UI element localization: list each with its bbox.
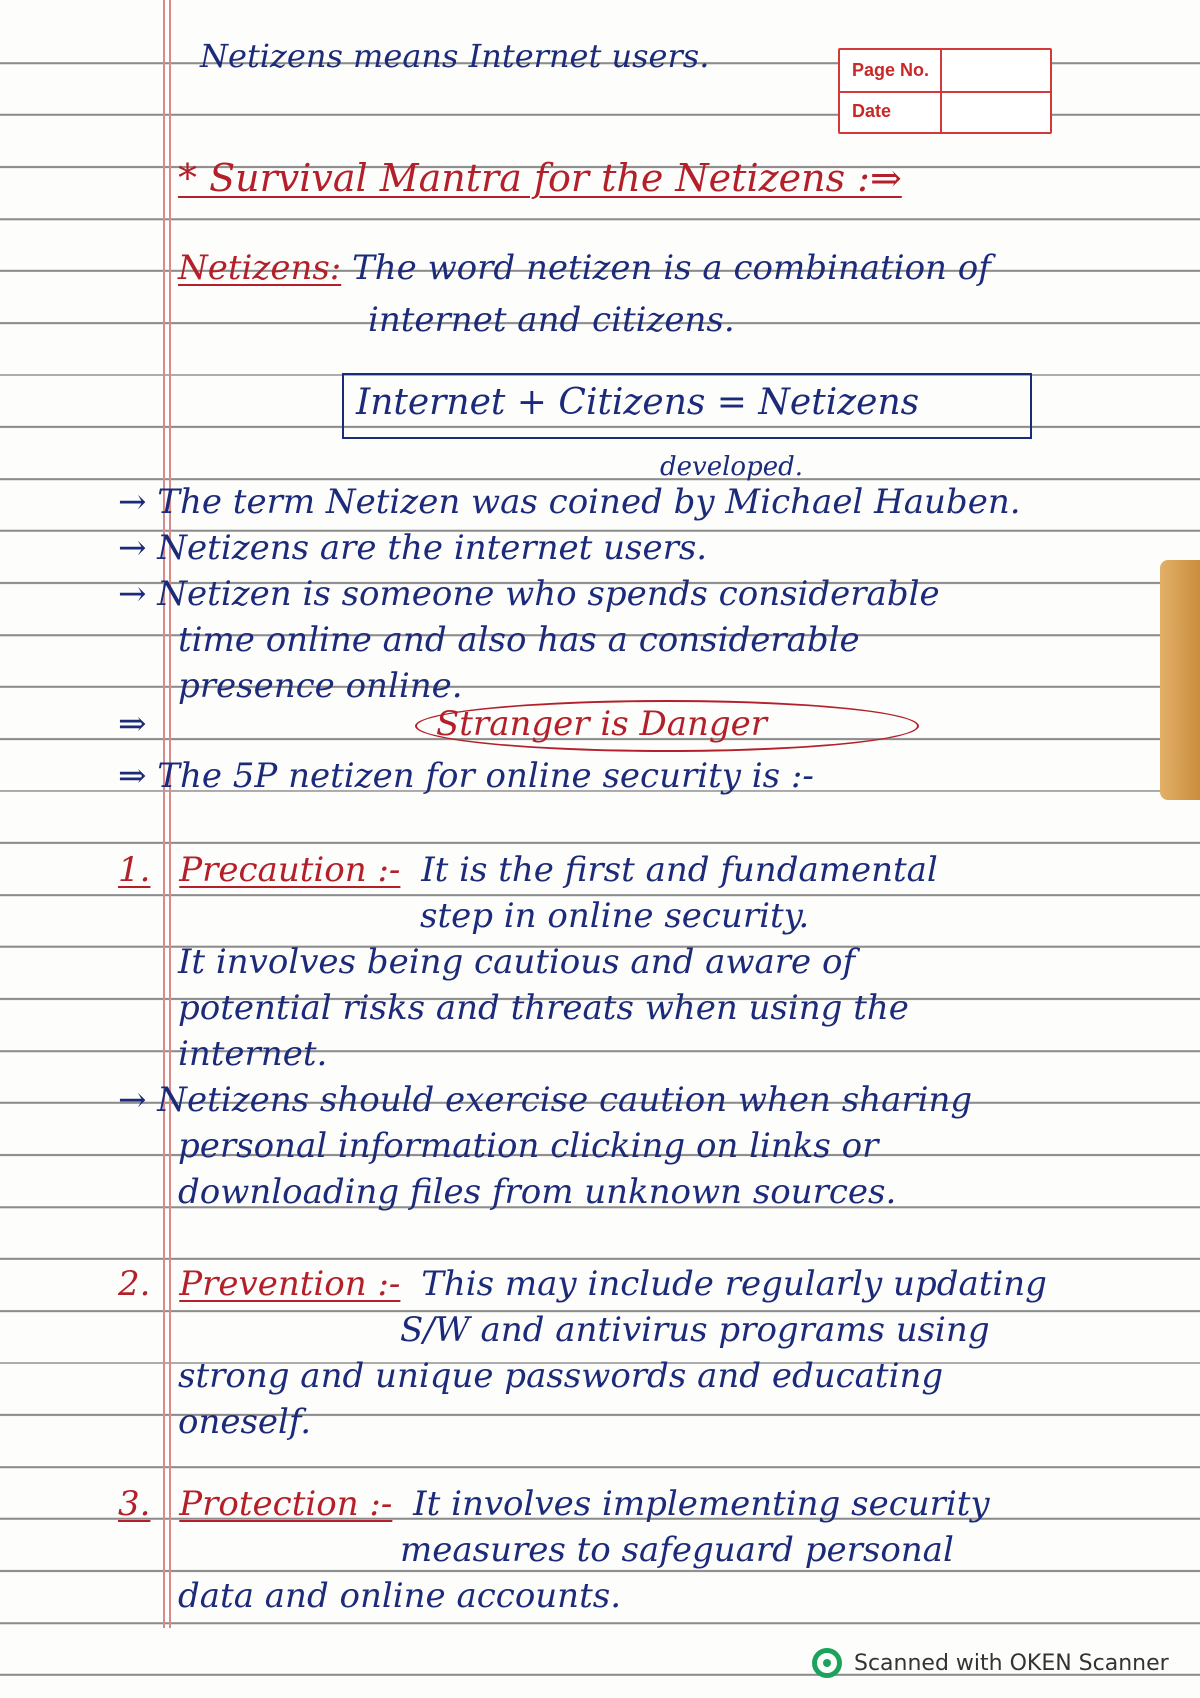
scanner-watermark — [812, 1645, 1169, 1681]
precaution-text-7: personal information clicking on links or — [178, 1126, 879, 1166]
precaution-number: 1. — [118, 850, 151, 890]
point-someone-1: → Netizen is someone who spends considerable — [118, 574, 940, 614]
inserted-word: developed. — [660, 452, 804, 482]
page-no-field — [940, 50, 1050, 91]
protection-text-1: It involves implementing security — [413, 1484, 990, 1524]
prevention-text-3: strong and unique passwords and educating — [178, 1356, 944, 1396]
definition-line-1 — [178, 248, 991, 288]
stranger-is-danger: Stranger is Danger — [436, 704, 768, 744]
date-field — [940, 91, 1050, 132]
point-someone-3: presence online. — [178, 666, 463, 706]
definition-text-1: The word netizen is a combination of — [352, 248, 991, 288]
precaution-text-4: potential risks and threats when using the — [178, 988, 909, 1028]
prevention-text-1: This may include regularly updating — [421, 1264, 1047, 1304]
page-title: * Survival Mantra for the Netizens :⇒ — [178, 156, 902, 200]
oken-scanner-logo-icon — [812, 1648, 842, 1678]
prevention-number: 2. — [118, 1264, 151, 1304]
definition-line-2: internet and citizens. — [368, 300, 735, 340]
protection-text-3: data and online accounts. — [178, 1576, 621, 1616]
margin-line — [163, 0, 165, 1628]
protection-text-2: measures to safeguard personal — [400, 1530, 954, 1570]
wooden-surface-edge — [1160, 560, 1200, 800]
scanner-watermark-text: Scanned with OKEN Scanner — [854, 1650, 1169, 1676]
header-note: Netizens means Internet users. — [200, 37, 710, 75]
precaution-text-8: downloading files from unknown sources. — [178, 1172, 897, 1212]
protection-label: Protection :- — [179, 1484, 393, 1524]
definition-label: Netizens: — [178, 248, 342, 288]
precaution-text-6: → Netizens should exercise caution when sharing — [118, 1080, 973, 1120]
double-arrow: ⇒ — [118, 704, 147, 744]
point-users: → Netizens are the internet users. — [118, 528, 708, 568]
equation: Internet + Citizens = Netizens — [356, 382, 920, 423]
point-coined: → The term Netizen was coined by Michael Hauben. — [118, 482, 1021, 522]
prevention-text-4: oneself. — [178, 1402, 312, 1442]
date-label: Date — [852, 101, 892, 121]
prevention-heading — [118, 1264, 1047, 1304]
precaution-label: Precaution :- — [179, 850, 401, 890]
page-no-label: Page No. — [852, 60, 930, 80]
margin-line — [169, 0, 171, 1628]
page-date-box — [838, 48, 1052, 134]
point-someone-2: time online and also has a considerable — [178, 620, 860, 660]
precaution-text-3: It involves being cautious and aware of — [178, 942, 856, 982]
prevention-text-2: S/W and antivirus programs using — [400, 1310, 990, 1350]
precaution-text-1: It is the first and fundamental — [421, 850, 938, 890]
precaution-heading — [118, 850, 938, 890]
protection-heading — [118, 1484, 990, 1524]
precaution-text-5: internet. — [178, 1034, 328, 1074]
protection-number: 3. — [118, 1484, 151, 1524]
point-5p: ⇒ The 5P netizen for online security is :- — [118, 756, 814, 796]
precaution-text-2: step in online security. — [420, 896, 810, 936]
prevention-label: Prevention :- — [179, 1264, 401, 1304]
